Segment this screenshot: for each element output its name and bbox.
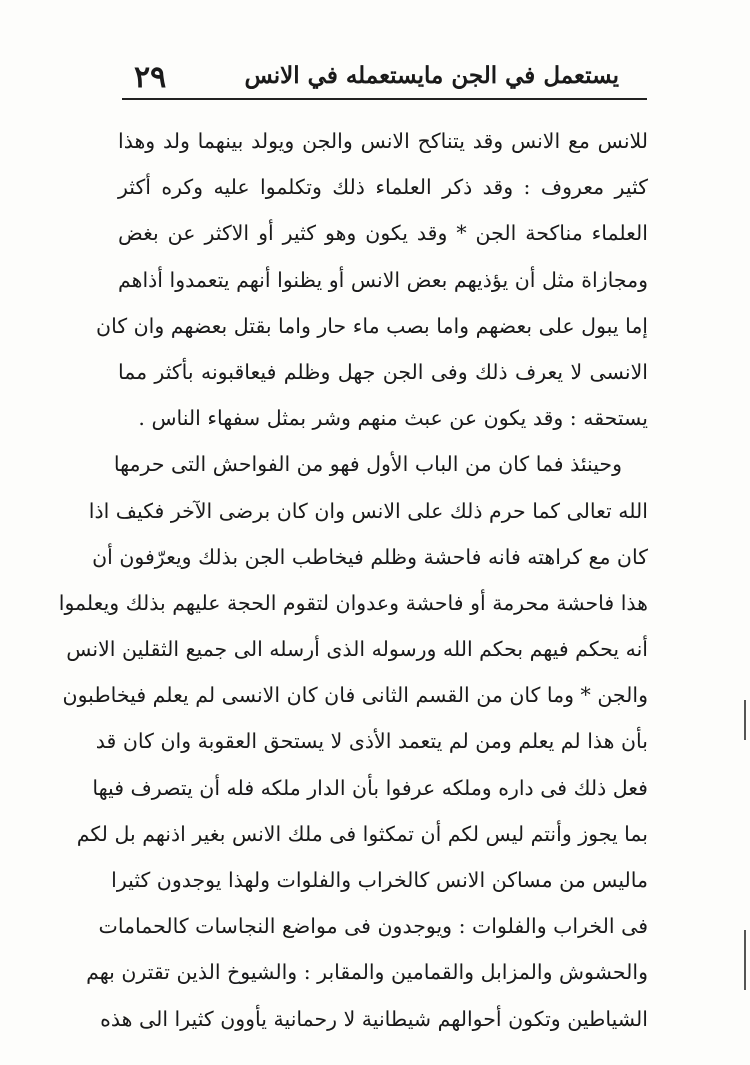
text-line-8: وحينئذ فما كان من الباب الأول فهو من الفواحش التى حرمها bbox=[113, 452, 622, 477]
text-line-16: بما يجوز وأنتم ليس لكم أن تمكثوا فى ملك الانس بغير اذنهم بل لكم bbox=[76, 821, 648, 846]
header-rule bbox=[122, 98, 647, 100]
text-line-11: هذا فاحشة محرمة أو فاحشة وعدوان لتقوم الحجة عليهم بذلك ويعلموا bbox=[58, 590, 648, 615]
text-line-14: بأن هذا لم يعلم ومن لم يتعمد الأذى لا يستحق العقوبة وان كان قد bbox=[95, 729, 648, 754]
text-line-2: كثير معروف : وقد ذكر العلماء ذلك وتكلموا عليه وكره أكثر bbox=[118, 175, 648, 200]
text-line-7: يستحقه : وقد يكون عن عبث منهم وشر بمثل سفهاء الناس . bbox=[138, 406, 648, 431]
text-line-5: إما يبول على بعضهم واما بصب ماء حار واما بقتل بعضهم وان كان bbox=[96, 313, 648, 338]
text-line-3: العلماء مناكحة الجن * وقد يكون وهو كثير أو الاكثر عن بغض bbox=[118, 221, 648, 246]
text-line-4: ومجازاة مثل أن يؤذيهم بعض الانس أو يظنوا أنهم يتعمدوا أذاهم bbox=[118, 267, 648, 292]
text-line-12: أنه يحكم فيهم بحكم الله ورسوله الذى أرسله الى جميع الثقلين الانس bbox=[66, 637, 648, 662]
scan-edge-mark bbox=[744, 700, 746, 740]
text-line-6: الانسى لا يعرف ذلك وفى الجن جهل وظلم فيعاقبونه بأكثر مما bbox=[118, 359, 648, 384]
text-line-19: والحشوش والمزابل والقمامين والمقابر : والشيوخ الذين تقترن بهم bbox=[86, 960, 648, 985]
text-line-17: ماليس من مساكن الانس كالخراب والفلوات ولهذا يوجدون كثيرا bbox=[111, 868, 648, 892]
running-title: يستعمل في الجن مايستعمله في الانس bbox=[244, 62, 619, 89]
text-line-9: الله تعالى كما حرم ذلك على الانس وان كان برضى الآخر فكيف اذا bbox=[88, 498, 648, 523]
text-line-13: والجن * وما كان من القسم الثانى فان كان الانسى لم يعلم فيخاطبون bbox=[62, 683, 648, 708]
page-header bbox=[122, 58, 647, 98]
text-line-18: فى الخراب والفلوات : ويوجدون فى مواضع النجاسات كالحمامات bbox=[98, 914, 648, 939]
page-number: ٢٩ bbox=[134, 60, 167, 95]
scan-edge-mark bbox=[744, 930, 746, 990]
body-text bbox=[58, 118, 648, 1042]
text-line-20: الشياطين وتكون أحوالهم شيطانية لا رحمانية يأوون كثيرا الى هذه bbox=[100, 1006, 648, 1031]
text-line-15: فعل ذلك فى داره وملكه عرفوا بأن الدار ملكه فله أن يتصرف فيها bbox=[92, 775, 648, 800]
text-line-1: للانس مع الانس وقد يتناكح الانس والجن ويولد بينهما ولد وهذا bbox=[118, 129, 648, 153]
text-line-10: كان مع كراهته فانه فاحشة وظلم فيخاطب الجن بذلك ويعرّفون أن bbox=[92, 544, 648, 569]
